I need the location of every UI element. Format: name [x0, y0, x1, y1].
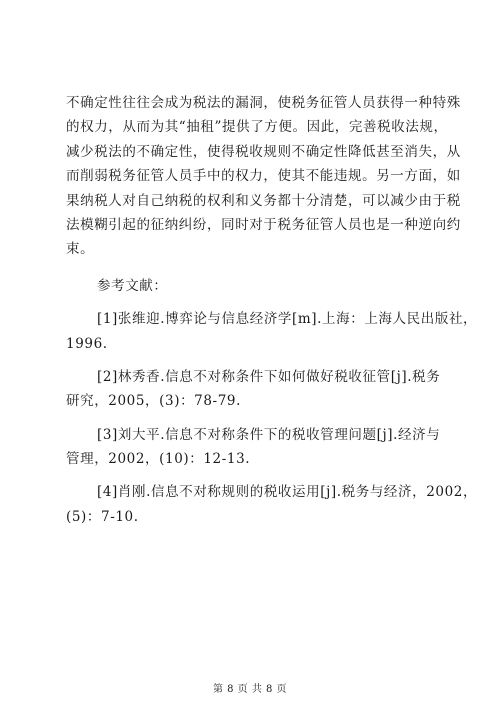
references-heading: 参考文献： [97, 277, 168, 294]
paragraph-line: 不确定性往往会成为税法的漏洞，使税务征管人员获得一种特殊 [66, 95, 461, 111]
reference-item [66, 423, 441, 472]
reference-line: [4]肖刚.信息不对称规则的税收运用[j].税务与经济，2002， [97, 484, 478, 501]
reference-line: 研究，2005，(3)：78-79. [66, 393, 241, 410]
paragraph-line: 而削弱税务征管人员手中的权力，使其不能违规。另一方面，如 [66, 168, 461, 185]
reference-line: [2]林秀香.信息不对称条件下如何做好税收征管[j].税务 [97, 368, 441, 385]
reference-item [66, 307, 478, 356]
document-body [66, 91, 478, 529]
reference-item [66, 365, 441, 414]
paragraph-line: 束。 [66, 241, 95, 258]
page-number-footer: 第 8 页 共 8 页 [212, 684, 288, 695]
reference-line: (5)：7-10. [66, 508, 139, 525]
reference-item [66, 480, 478, 529]
paragraph-line: 果纳税人对自己纳税的权利和义务都十分清楚，可以减少由于税 [66, 192, 461, 209]
reference-line: [3]刘大平.信息不对称条件下的税收管理问题[j].经济与 [97, 426, 441, 443]
references-section [66, 274, 478, 530]
paragraph-line: 的权力，从而为其“抽租”提供了方便。因此，完善税收法规， [66, 119, 448, 136]
reference-line: [1]张维迎.博弈论与信息经济学[m].上海：上海人民出版社， [97, 311, 478, 328]
reference-line: 管理，2002，(10)：12-13. [66, 451, 251, 468]
reference-line: 1996. [66, 335, 108, 352]
body-paragraph [66, 91, 461, 262]
paragraph-line: 法模糊引起的征纳纠纷，同时对于税务征管人员也是一种逆向约 [66, 216, 461, 233]
paragraph-line: 减少税法的不确定性，使得税收规则不确定性降低甚至消失，从 [66, 143, 461, 160]
